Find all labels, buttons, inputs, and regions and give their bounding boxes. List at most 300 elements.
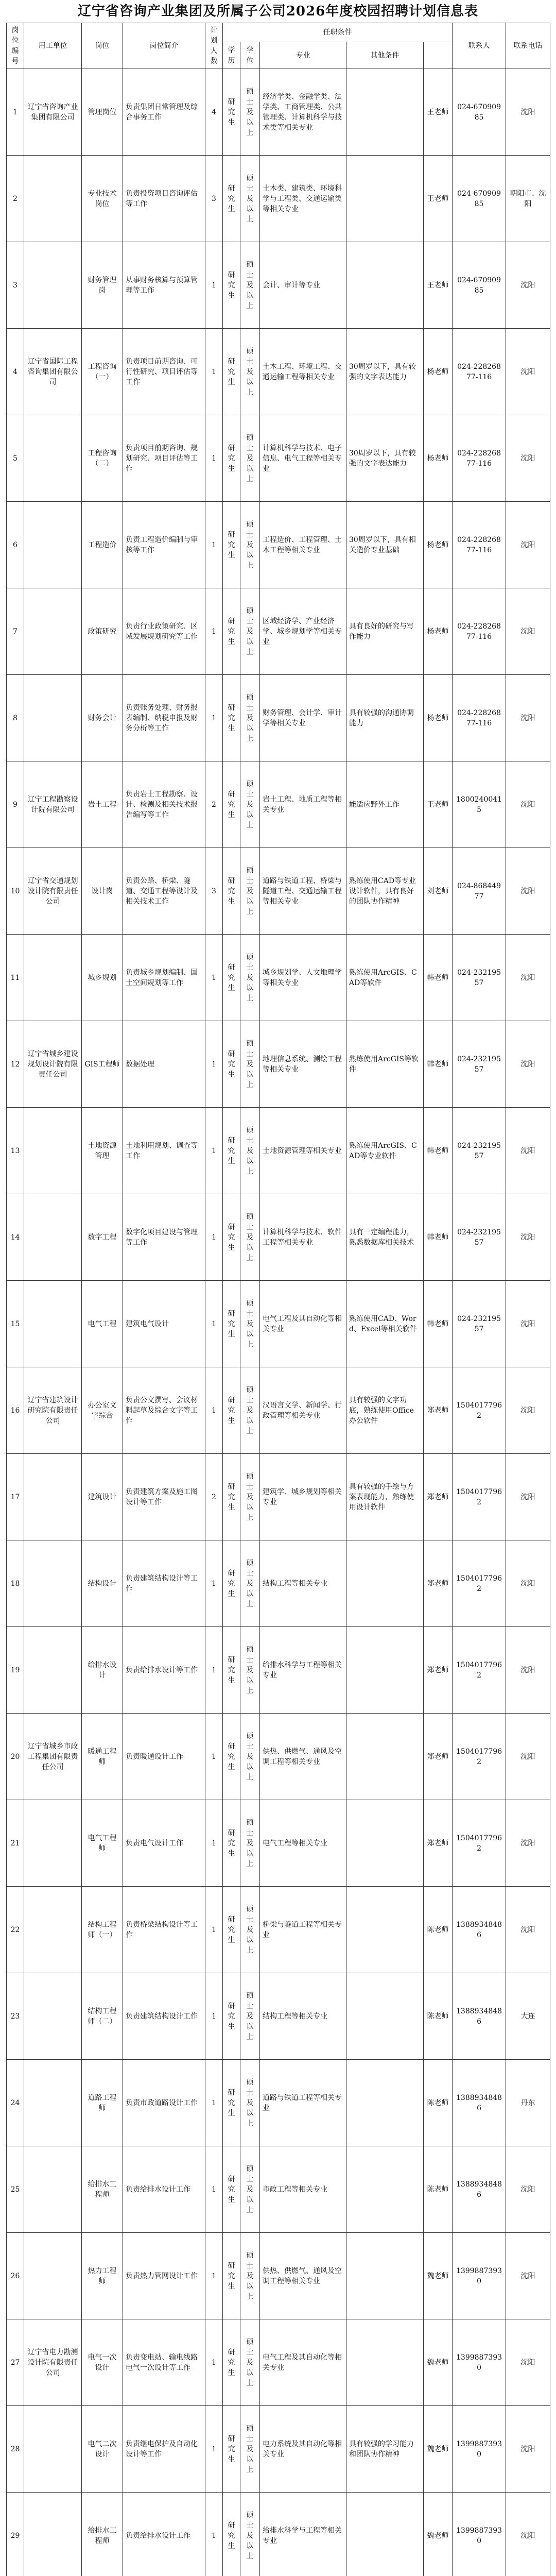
count-cell: 1 <box>205 675 223 761</box>
table-row <box>7 1540 550 1627</box>
contact-cell: 郑老师 <box>424 1540 453 1627</box>
header-seq: 岗位编号 <box>7 23 24 69</box>
place-cell: 沈阳 <box>506 2146 550 2233</box>
edu-cell: 研究生 <box>223 1627 240 1714</box>
contact-cell: 杨老师 <box>424 588 453 675</box>
place-cell: 沈阳 <box>506 1540 550 1627</box>
table-row <box>7 1714 550 1800</box>
degree-cell: 硕士及以上 <box>240 2060 260 2146</box>
major-cell: 道路与铁道工程等相关专业 <box>260 2060 346 2146</box>
phone-cell: 15040177962 <box>453 1540 506 1627</box>
edu-cell: 研究生 <box>223 69 240 156</box>
edu-cell: 研究生 <box>223 588 240 675</box>
other-cell <box>346 1887 424 1973</box>
major-cell: 供热、供燃气、通风及空调工程等相关专业 <box>260 1714 346 1800</box>
edu-cell: 研究生 <box>223 242 240 329</box>
seq-cell: 12 <box>7 1021 24 1108</box>
phone-cell: 13998873930 <box>453 2493 506 2576</box>
degree-cell: 硕士及以上 <box>240 2493 260 2576</box>
contact-cell: 魏老师 <box>424 2406 453 2493</box>
other-cell: 熟练使用ArcGIS等软件 <box>346 1021 424 1108</box>
phone-cell: 13998873930 <box>453 2406 506 2493</box>
position-cell: 给排水工程师 <box>82 2493 123 2576</box>
count-cell: 1 <box>205 242 223 329</box>
other-cell: 具有较强的手绘与方案表现能力，熟练使用设计软件 <box>346 1454 424 1540</box>
contact-cell: 杨老师 <box>424 675 453 761</box>
intro-cell: 负责项目前期咨询、可行性研究、项目评估等工作 <box>123 329 205 415</box>
major-cell: 土木类、建筑类、环境科学与工程类、交通运输类等相关专业 <box>260 156 346 242</box>
major-cell: 结构工程等相关专业 <box>260 1973 346 2060</box>
phone-cell: 024-86844977 <box>453 848 506 935</box>
seq-cell: 25 <box>7 2146 24 2233</box>
edu-cell: 研究生 <box>223 2233 240 2319</box>
degree-cell: 硕士及以上 <box>240 502 260 588</box>
other-cell <box>346 1800 424 1887</box>
degree-cell: 硕士及以上 <box>240 2319 260 2406</box>
intro-cell: 负责建筑结构设计工作 <box>123 1973 205 2060</box>
seq-cell: 6 <box>7 502 24 588</box>
contact-cell: 郑老师 <box>424 1367 453 1454</box>
table-row <box>7 2406 550 2493</box>
contact-cell: 陈老师 <box>424 2060 453 2146</box>
header-other: 其他条件 <box>346 42 424 69</box>
place-cell: 沈阳 <box>506 1108 550 1194</box>
major-cell: 城乡规划学、人文地理学等相关专业 <box>260 935 346 1021</box>
degree-cell: 硕士及以上 <box>240 1540 260 1627</box>
table-row <box>7 761 550 848</box>
place-cell: 沈阳 <box>506 1454 550 1540</box>
phone-cell: 024-67090985 <box>453 69 506 156</box>
count-cell: 1 <box>205 1800 223 1887</box>
intro-cell: 负责公路、桥梁、隧道、交通工程等设计及相关技术工作 <box>123 848 205 935</box>
table-row <box>7 329 550 415</box>
edu-cell: 研究生 <box>223 1194 240 1281</box>
count-cell: 3 <box>205 156 223 242</box>
edu-cell: 研究生 <box>223 415 240 502</box>
position-cell: 道路工程师 <box>82 2060 123 2146</box>
table-row <box>7 2493 550 2576</box>
position-cell: 财务会计 <box>82 675 123 761</box>
table-row <box>7 242 550 329</box>
seq-cell: 8 <box>7 675 24 761</box>
table-row <box>7 2060 550 2146</box>
intro-cell: 数字化项目建设与管理等工作 <box>123 1194 205 1281</box>
header-major: 专业 <box>260 42 346 69</box>
contact-cell: 陈老师 <box>424 2146 453 2233</box>
place-cell: 沈阳 <box>506 588 550 675</box>
table-row <box>7 156 550 242</box>
unit-cell <box>24 2493 82 2576</box>
major-cell: 岩土工程、地质工程等相关专业 <box>260 761 346 848</box>
phone-cell: 024-22826877-116 <box>453 502 506 588</box>
major-cell: 财务管理、会计学、审计学等相关专业 <box>260 675 346 761</box>
phone-cell: 13998873930 <box>453 2233 506 2319</box>
unit-cell <box>24 1540 82 1627</box>
header-count: 计划人数 <box>205 23 223 69</box>
position-cell: GIS工程师 <box>82 1021 123 1108</box>
other-cell: 熟练使用ArcGIS、CAD等专业软件 <box>346 1108 424 1194</box>
edu-cell: 研究生 <box>223 1887 240 1973</box>
other-cell: 30周岁以下，具有相关造价专业基础 <box>346 502 424 588</box>
contact-cell: 韩老师 <box>424 1021 453 1108</box>
intro-cell: 数据处理 <box>123 1021 205 1108</box>
other-cell <box>346 1627 424 1714</box>
degree-cell: 硕士及以上 <box>240 2406 260 2493</box>
edu-cell: 研究生 <box>223 502 240 588</box>
place-cell: 丹东 <box>506 2060 550 2146</box>
position-cell: 给排水工程师 <box>82 2146 123 2233</box>
position-cell: 工程造价 <box>82 502 123 588</box>
contact-cell: 郑老师 <box>424 1627 453 1714</box>
other-cell <box>346 2319 424 2406</box>
intro-cell: 负责岩土工程勘察、设计、检测及相关技术报告编写等工作 <box>123 761 205 848</box>
position-cell: 结构工程师（一） <box>82 1887 123 1973</box>
phone-cell: 024-23219557 <box>453 1281 506 1367</box>
phone-cell: 13889348486 <box>453 1973 506 2060</box>
other-cell <box>346 2233 424 2319</box>
degree-cell: 硕士及以上 <box>240 415 260 502</box>
count-cell: 1 <box>205 1194 223 1281</box>
edu-cell: 研究生 <box>223 1973 240 2060</box>
edu-cell: 研究生 <box>223 1367 240 1454</box>
other-cell <box>346 242 424 329</box>
table-row <box>7 69 550 156</box>
unit-cell <box>24 415 82 502</box>
count-cell: 1 <box>205 1021 223 1108</box>
phone-cell: 024-22826877-116 <box>453 588 506 675</box>
intro-cell: 负责建筑结构设计等工作 <box>123 1540 205 1627</box>
contact-cell: 韩老师 <box>424 1108 453 1194</box>
header-edu: 学历 <box>223 42 240 69</box>
other-cell: 具有较强的学习能力和团队协作精神 <box>346 2406 424 2493</box>
major-cell: 计算机科学与技术、电子信息、电气工程等相关专业 <box>260 415 346 502</box>
seq-cell: 15 <box>7 1281 24 1367</box>
phone-cell: 024-22826877-116 <box>453 415 506 502</box>
seq-cell: 13 <box>7 1108 24 1194</box>
other-cell <box>346 69 424 156</box>
table-row <box>7 935 550 1021</box>
position-cell: 土地资源管理 <box>82 1108 123 1194</box>
position-cell: 电气一次设计 <box>82 2319 123 2406</box>
degree-cell: 硕士及以上 <box>240 1800 260 1887</box>
other-cell <box>346 2060 424 2146</box>
major-cell: 汉语言文学、新闻学、行政管理等相关专业 <box>260 1367 346 1454</box>
position-cell: 财务管理岗 <box>82 242 123 329</box>
intro-cell: 负责继电保护及自动化设计等工作 <box>123 2406 205 2493</box>
table-row <box>7 1800 550 1887</box>
count-cell: 1 <box>205 2493 223 2576</box>
position-cell: 数字工程 <box>82 1194 123 1281</box>
degree-cell: 硕士及以上 <box>240 675 260 761</box>
count-cell: 1 <box>205 2060 223 2146</box>
place-cell: 沈阳 <box>506 1281 550 1367</box>
unit-cell: 辽宁省城乡建设规划设计院有限责任公司 <box>24 1021 82 1108</box>
position-cell: 建筑设计 <box>82 1454 123 1540</box>
unit-cell <box>24 935 82 1021</box>
intro-cell: 负责城乡规划编制、国土空间规划等工作 <box>123 935 205 1021</box>
count-cell: 1 <box>205 2233 223 2319</box>
table-row <box>7 1367 550 1454</box>
phone-cell: 15040177962 <box>453 1714 506 1800</box>
count-cell: 1 <box>205 2319 223 2406</box>
unit-cell: 辽宁省咨询产业集团有限公司 <box>24 69 82 156</box>
major-cell: 电力系统及其自动化等相关专业 <box>260 2406 346 2493</box>
recruitment-table <box>6 23 550 2576</box>
unit-cell <box>24 502 82 588</box>
table-row <box>7 848 550 935</box>
major-cell: 区域经济学、产业经济学、城乡规划学等相关专业 <box>260 588 346 675</box>
contact-cell: 郑老师 <box>424 1714 453 1800</box>
degree-cell: 硕士及以上 <box>240 69 260 156</box>
seq-cell: 10 <box>7 848 24 935</box>
contact-cell: 杨老师 <box>424 329 453 415</box>
table-row <box>7 2233 550 2319</box>
place-cell: 沈阳 <box>506 329 550 415</box>
position-cell: 管理岗位 <box>82 69 123 156</box>
other-cell <box>346 1973 424 2060</box>
intro-cell: 土地利用规划、调查等工作 <box>123 1108 205 1194</box>
edu-cell: 研究生 <box>223 2493 240 2576</box>
major-cell: 工程造价、工程管理、土木工程等相关专业 <box>260 502 346 588</box>
degree-cell: 硕士及以上 <box>240 2146 260 2233</box>
seq-cell: 27 <box>7 2319 24 2406</box>
count-cell: 1 <box>205 329 223 415</box>
header-unit: 用工单位 <box>24 23 82 69</box>
count-cell: 3 <box>205 848 223 935</box>
intro-cell: 负责暖通设计工作 <box>123 1714 205 1800</box>
place-cell: 沈阳 <box>506 2233 550 2319</box>
phone-cell: 15040177962 <box>453 1800 506 1887</box>
major-cell: 供热、供燃气、通风及空调工程等相关专业 <box>260 2233 346 2319</box>
unit-cell: 辽宁省城乡市政工程集团有限责任公司 <box>24 1714 82 1800</box>
position-cell: 电气二次设计 <box>82 2406 123 2493</box>
edu-cell: 研究生 <box>223 1540 240 1627</box>
other-cell <box>346 156 424 242</box>
degree-cell: 硕士及以上 <box>240 2233 260 2319</box>
other-cell: 熟练使用CAD、Word、Excel等相关软件 <box>346 1281 424 1367</box>
unit-cell <box>24 2146 82 2233</box>
place-cell: 沈阳 <box>506 1627 550 1714</box>
unit-cell <box>24 1454 82 1540</box>
place-cell: 沈阳 <box>506 935 550 1021</box>
table-row <box>7 675 550 761</box>
phone-cell: 024-23219557 <box>453 1021 506 1108</box>
place-cell: 沈阳 <box>506 1367 550 1454</box>
count-cell: 1 <box>205 1540 223 1627</box>
seq-cell: 1 <box>7 69 24 156</box>
phone-cell: 024-67090985 <box>453 242 506 329</box>
count-cell: 1 <box>205 935 223 1021</box>
other-cell: 30周岁以下，具有较强的文字表达能力 <box>346 329 424 415</box>
seq-cell: 2 <box>7 156 24 242</box>
degree-cell: 硕士及以上 <box>240 848 260 935</box>
degree-cell: 硕士及以上 <box>240 588 260 675</box>
intro-cell: 负责账务处理、财务报表编制、纳税申报及财务分析等工作 <box>123 675 205 761</box>
intro-cell: 负责项目前期咨询、规划研究、项目评估等工作 <box>123 415 205 502</box>
contact-cell: 韩老师 <box>424 1281 453 1367</box>
seq-cell: 7 <box>7 588 24 675</box>
unit-cell <box>24 2060 82 2146</box>
count-cell: 1 <box>205 2406 223 2493</box>
edu-cell: 研究生 <box>223 156 240 242</box>
place-cell: 沈阳 <box>506 761 550 848</box>
header-phone: 联系电话 <box>506 23 550 69</box>
phone-cell: 15040177962 <box>453 1627 506 1714</box>
degree-cell: 硕士及以上 <box>240 242 260 329</box>
unit-cell <box>24 2233 82 2319</box>
major-cell: 土地资源管理等相关专业 <box>260 1108 346 1194</box>
edu-cell: 研究生 <box>223 2146 240 2233</box>
seq-cell: 24 <box>7 2060 24 2146</box>
seq-cell: 5 <box>7 415 24 502</box>
position-cell: 工程咨询（一） <box>82 329 123 415</box>
major-cell: 会计、审计等专业 <box>260 242 346 329</box>
other-cell: 能适应野外工作 <box>346 761 424 848</box>
position-cell: 暖通工程师 <box>82 1714 123 1800</box>
major-cell: 道路与铁道工程、桥梁与隧道工程、交通运输工程等相关专业 <box>260 848 346 935</box>
unit-cell <box>24 1108 82 1194</box>
place-cell: 沈阳 <box>506 1800 550 1887</box>
header-intro: 岗位简介 <box>123 23 205 69</box>
other-cell <box>346 2146 424 2233</box>
degree-cell: 硕士及以上 <box>240 1973 260 2060</box>
intro-cell: 负责公文撰写、会议材料起草及综合文字等工作 <box>123 1367 205 1454</box>
phone-cell: 15040177962 <box>453 1367 506 1454</box>
major-cell: 电气工程及其自动化等相关专业 <box>260 2319 346 2406</box>
place-cell: 沈阳 <box>506 415 550 502</box>
table-row <box>7 502 550 588</box>
count-cell: 2 <box>205 761 223 848</box>
phone-cell: 13889348486 <box>453 2060 506 2146</box>
major-cell: 经济学类、金融学类、法学类、工商管理类、公共管理类、计算机科学与技术类等相关专业 <box>260 69 346 156</box>
position-cell: 政策研究 <box>82 588 123 675</box>
count-cell: 2 <box>205 1454 223 1540</box>
contact-cell: 王老师 <box>424 69 453 156</box>
seq-cell: 18 <box>7 1540 24 1627</box>
major-cell: 结构工程等相关专业 <box>260 1540 346 1627</box>
place-cell: 沈阳 <box>506 1194 550 1281</box>
page-title: 辽宁省咨询产业集团及所属子公司2026年度校园招聘计划信息表 <box>77 4 479 19</box>
contact-cell: 王老师 <box>424 156 453 242</box>
phone-cell: 024-22826877-116 <box>453 675 506 761</box>
position-cell: 办公室文字综合 <box>82 1367 123 1454</box>
edu-cell: 研究生 <box>223 1454 240 1540</box>
edu-cell: 研究生 <box>223 935 240 1021</box>
other-cell <box>346 1714 424 1800</box>
major-cell: 地理信息系统、测绘工程等相关专业 <box>260 1021 346 1108</box>
table-row <box>7 1887 550 1973</box>
degree-cell: 硕士及以上 <box>240 1367 260 1454</box>
table-row <box>7 415 550 502</box>
phone-cell: 13889348486 <box>453 2146 506 2233</box>
place-cell: 沈阳 <box>506 1021 550 1108</box>
intro-cell: 负责给排水设计工作 <box>123 2493 205 2576</box>
seq-cell: 9 <box>7 761 24 848</box>
position-cell: 结构工程师（二） <box>82 1973 123 2060</box>
other-cell: 具有良好的研究与写作能力 <box>346 588 424 675</box>
position-cell: 专业技术岗位 <box>82 156 123 242</box>
place-cell: 沈阳 <box>506 2406 550 2493</box>
table-row <box>7 1627 550 1714</box>
phone-cell: 024-23219557 <box>453 935 506 1021</box>
edu-cell: 研究生 <box>223 2060 240 2146</box>
header-position: 岗位 <box>82 23 123 69</box>
other-cell: 熟练使用ArcGIS、CAD等软件 <box>346 935 424 1021</box>
degree-cell: 硕士及以上 <box>240 1021 260 1108</box>
major-cell: 电气工程等相关专业 <box>260 1800 346 1887</box>
position-cell: 电气工程师 <box>82 1800 123 1887</box>
contact-cell: 郑老师 <box>424 1454 453 1540</box>
other-cell <box>346 2493 424 2576</box>
table-row <box>7 2146 550 2233</box>
count-cell: 1 <box>205 415 223 502</box>
count-cell: 4 <box>205 69 223 156</box>
phone-cell: 024-23219557 <box>453 1108 506 1194</box>
other-cell: 具有较强的文字功底，熟练使用Office办公软件 <box>346 1367 424 1454</box>
contact-cell: 刘老师 <box>424 848 453 935</box>
place-cell: 沈阳 <box>506 242 550 329</box>
degree-cell: 硕士及以上 <box>240 1194 260 1281</box>
edu-cell: 研究生 <box>223 329 240 415</box>
table-header <box>7 23 550 69</box>
seq-cell: 17 <box>7 1454 24 1540</box>
position-cell: 岩土工程 <box>82 761 123 848</box>
intro-cell: 负责行业政策研究、区域发展规划研究等工作 <box>123 588 205 675</box>
intro-cell: 负责给排水设计工作 <box>123 2146 205 2233</box>
contact-cell: 韩老师 <box>424 935 453 1021</box>
degree-cell: 硕士及以上 <box>240 935 260 1021</box>
degree-cell: 硕士及以上 <box>240 1887 260 1973</box>
seq-cell: 16 <box>7 1367 24 1454</box>
header-degree: 学位 <box>240 42 260 69</box>
table-row <box>7 1194 550 1281</box>
count-cell: 1 <box>205 588 223 675</box>
seq-cell: 20 <box>7 1714 24 1800</box>
intro-cell: 负责桥梁结构设计等工作 <box>123 1887 205 1973</box>
unit-cell: 辽宁省建筑设计研究院有限责任公司 <box>24 1367 82 1454</box>
seq-cell: 4 <box>7 329 24 415</box>
table-row <box>7 1021 550 1108</box>
contact-cell: 郑老师 <box>424 1800 453 1887</box>
unit-cell: 辽宁省交通规划设计院有限责任公司 <box>24 848 82 935</box>
edu-cell: 研究生 <box>223 1714 240 1800</box>
unit-cell: 辽宁工程勘察设计院有限公司 <box>24 761 82 848</box>
position-cell: 给排水设计 <box>82 1627 123 1714</box>
degree-cell: 硕士及以上 <box>240 1627 260 1714</box>
contact-cell: 王老师 <box>424 761 453 848</box>
contact-cell: 魏老师 <box>424 2319 453 2406</box>
edu-cell: 研究生 <box>223 2406 240 2493</box>
count-cell: 1 <box>205 1973 223 2060</box>
table-body <box>7 69 550 2576</box>
major-cell: 市政工程等相关专业 <box>260 2146 346 2233</box>
count-cell: 1 <box>205 1887 223 1973</box>
seq-cell: 3 <box>7 242 24 329</box>
edu-cell: 研究生 <box>223 1108 240 1194</box>
phone-cell: 13889348486 <box>453 1887 506 1973</box>
header-contact: 联系人 <box>453 23 506 69</box>
header-requirements: 任职条件 <box>223 23 453 42</box>
phone-cell: 15040177962 <box>453 1454 506 1540</box>
unit-cell <box>24 242 82 329</box>
place-cell: 沈阳 <box>506 675 550 761</box>
major-cell: 给排水科学与工程等相关专业 <box>260 1627 346 1714</box>
contact-cell: 王老师 <box>424 242 453 329</box>
major-cell: 桥梁与隧道工程等相关专业 <box>260 1887 346 1973</box>
other-cell: 具有一定编程能力，熟悉数据库相关技术 <box>346 1194 424 1281</box>
degree-cell: 硕士及以上 <box>240 1108 260 1194</box>
position-cell: 电气工程 <box>82 1281 123 1367</box>
